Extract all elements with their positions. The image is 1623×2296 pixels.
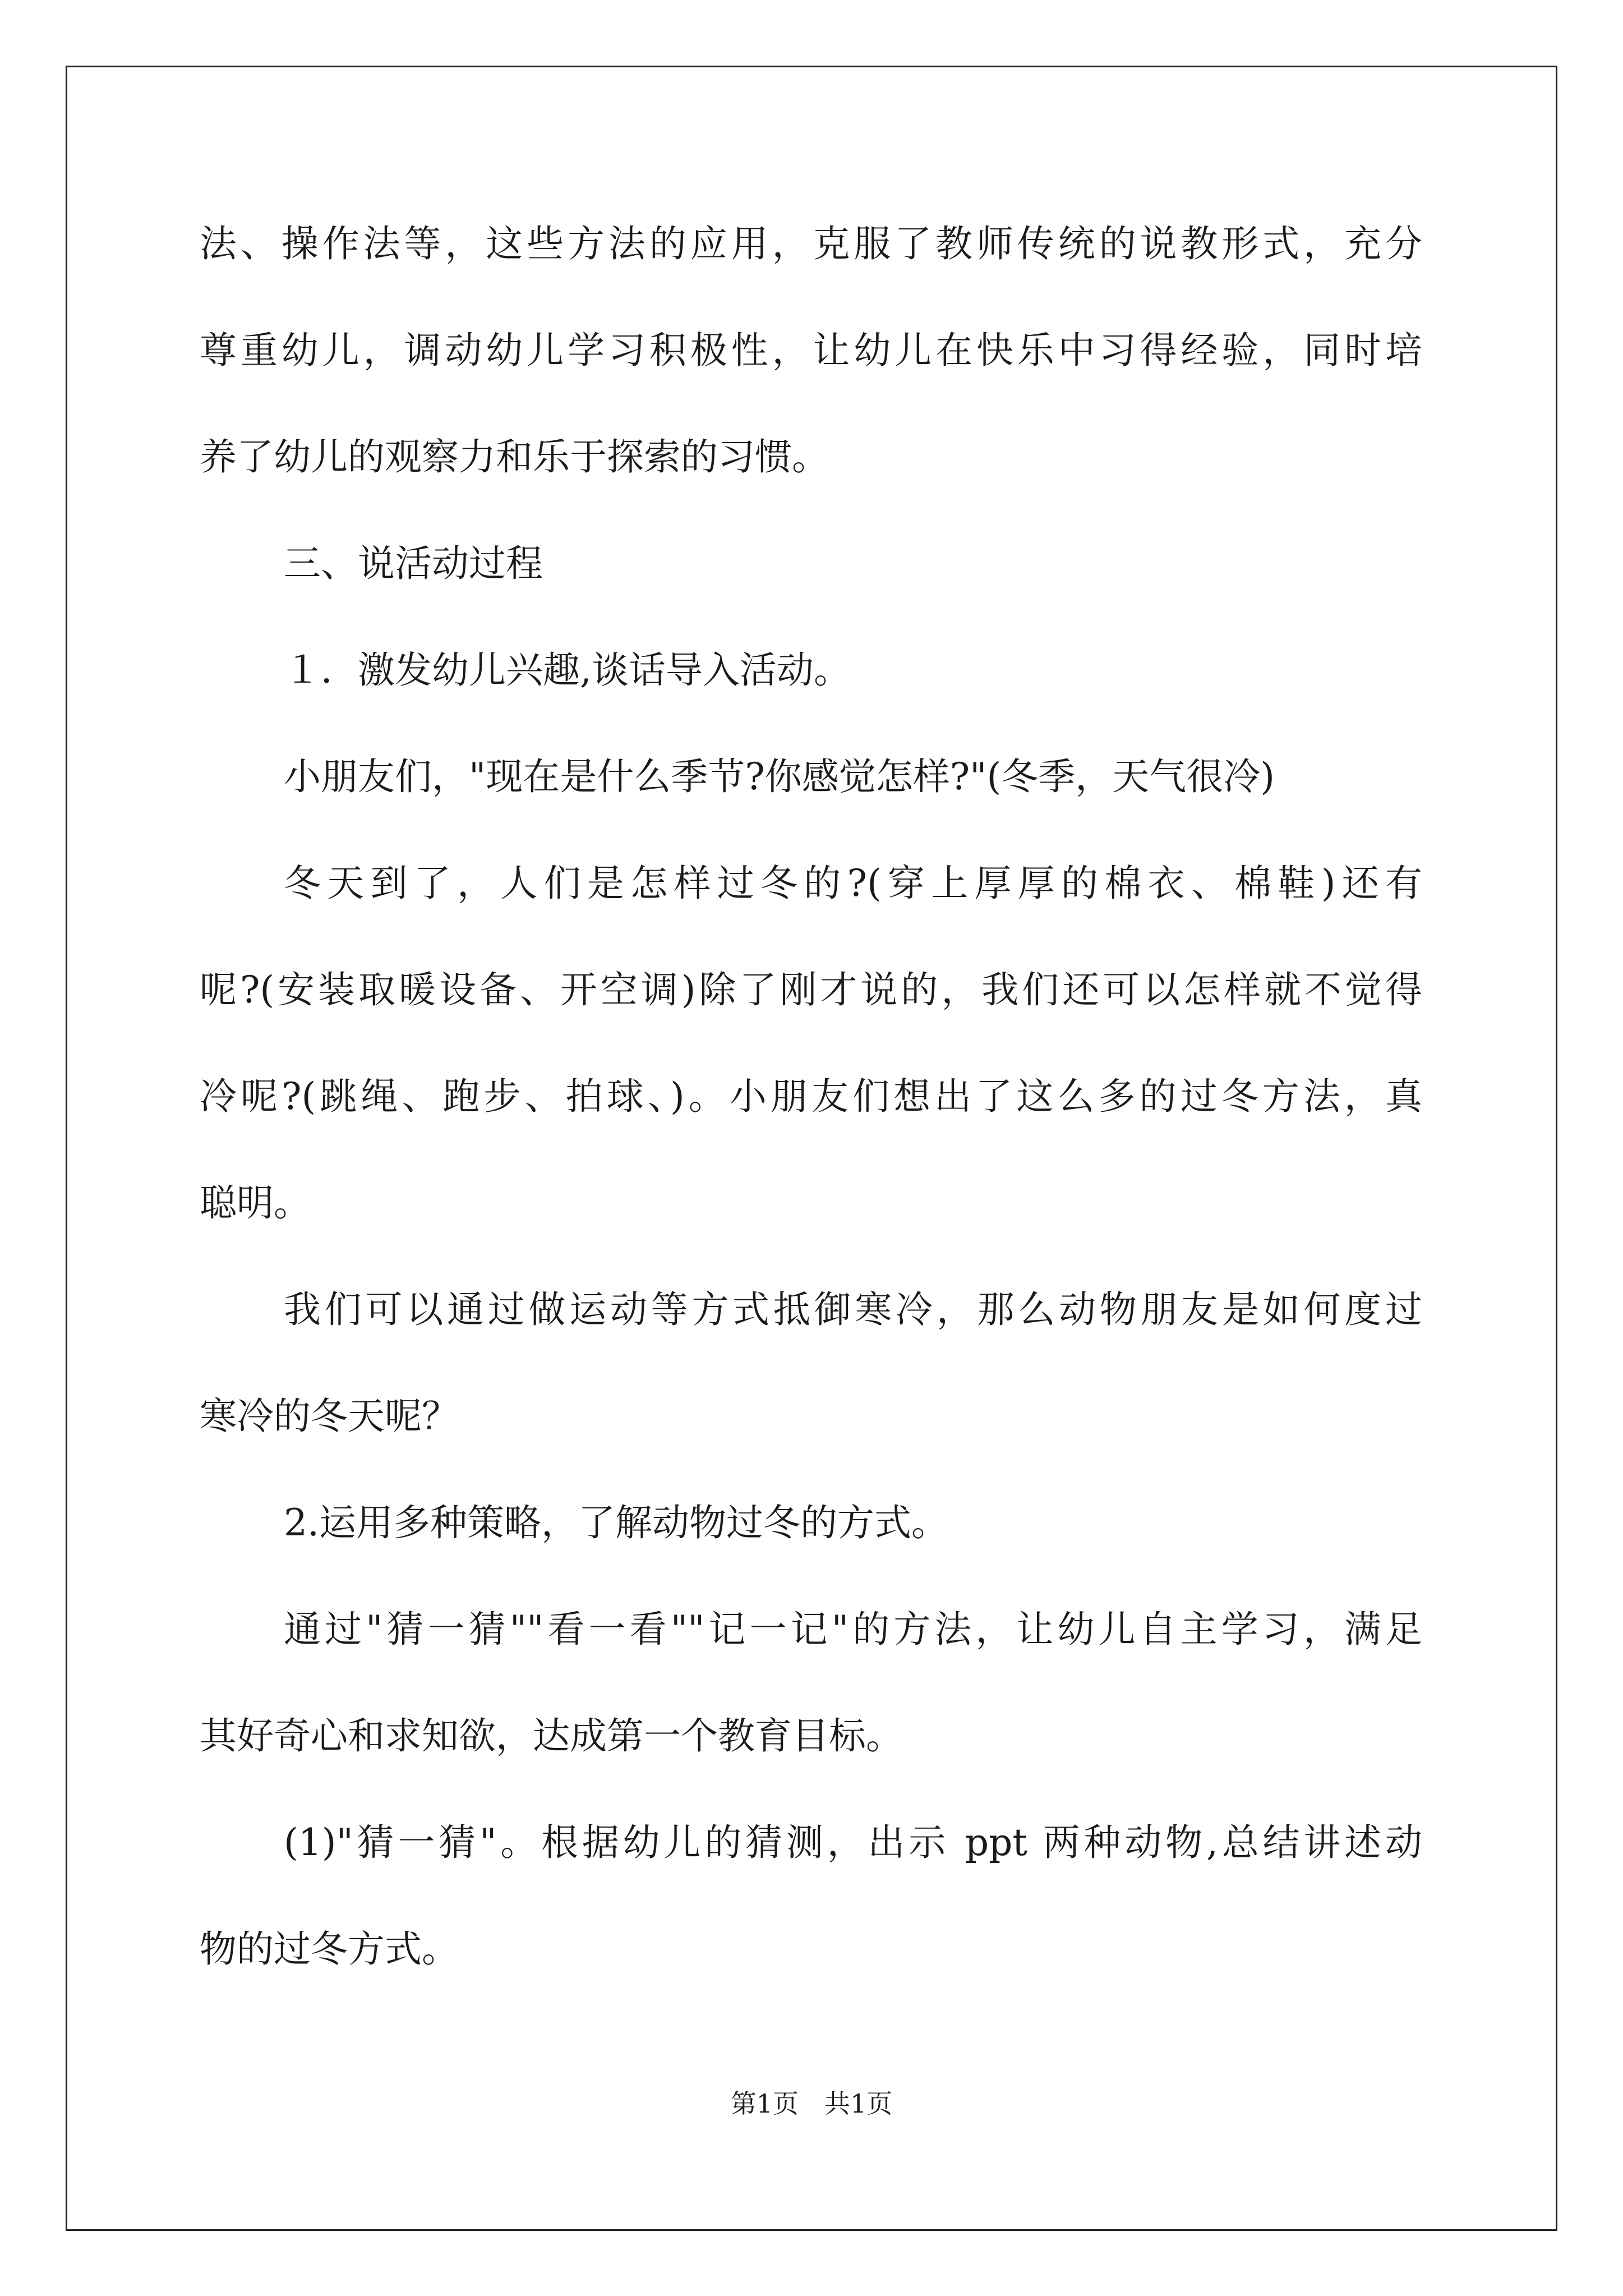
page-number-footer: 第1页 共1页	[730, 2088, 893, 2119]
paragraph-line: 寒冷的冬天呢？	[200, 1395, 459, 1438]
paragraph-line: 呢?(安装取暖设备、开空调)除了刚才说的，我们还可以怎样就不觉得	[200, 968, 1422, 1011]
paragraph-line: 法、操作法等，这些方法的应用，克服了教师传统的说教形式，充分	[200, 222, 1422, 265]
paragraph-line: 其好奇心和求知欲，达成第一个教育目标。	[200, 1714, 903, 1757]
paragraph-line: 冬天到了，人们是怎样过冬的?(穿上厚厚的棉衣、棉鞋)还有	[284, 862, 1422, 905]
paragraph-line: 尊重幼儿，调动幼儿学习积极性，让幼儿在快乐中习得经验，同时培	[200, 329, 1422, 372]
paragraph-line: 养了幼儿的观察力和乐于探索的习惯。	[200, 435, 829, 478]
paragraph-line: 我们可以通过做运动等方式抵御寒冷，那么动物朋友是如何度过	[284, 1288, 1422, 1331]
section-heading: 三、说活动过程	[284, 542, 543, 585]
paragraph-line: 聪明。	[200, 1181, 311, 1225]
paragraph-line: 小朋友们，"现在是什么季节?你感觉怎样?"(冬季，天气很冷)	[284, 755, 1275, 798]
paragraph-line: 冷呢?(跳绳、跑步、拍球、)。小朋友们想出了这么多的过冬方法，真	[200, 1075, 1422, 1118]
page-border	[66, 66, 1557, 2231]
subsection-heading: 2.运用多种策略，了解动物过冬的方式。	[284, 1501, 948, 1544]
paragraph-line: 通过"猜一猜""看一看""记一记"的方法，让幼儿自主学习，满足	[284, 1608, 1422, 1651]
paragraph-line: (1)"猜一猜"。根据幼儿的猜测，出示 ppt 两种动物,总结讲述动	[284, 1821, 1422, 1864]
subsection-heading: １．激发幼儿兴趣,谈话导入活动。	[284, 648, 851, 692]
paragraph-line: 物的过冬方式。	[200, 1927, 459, 1971]
